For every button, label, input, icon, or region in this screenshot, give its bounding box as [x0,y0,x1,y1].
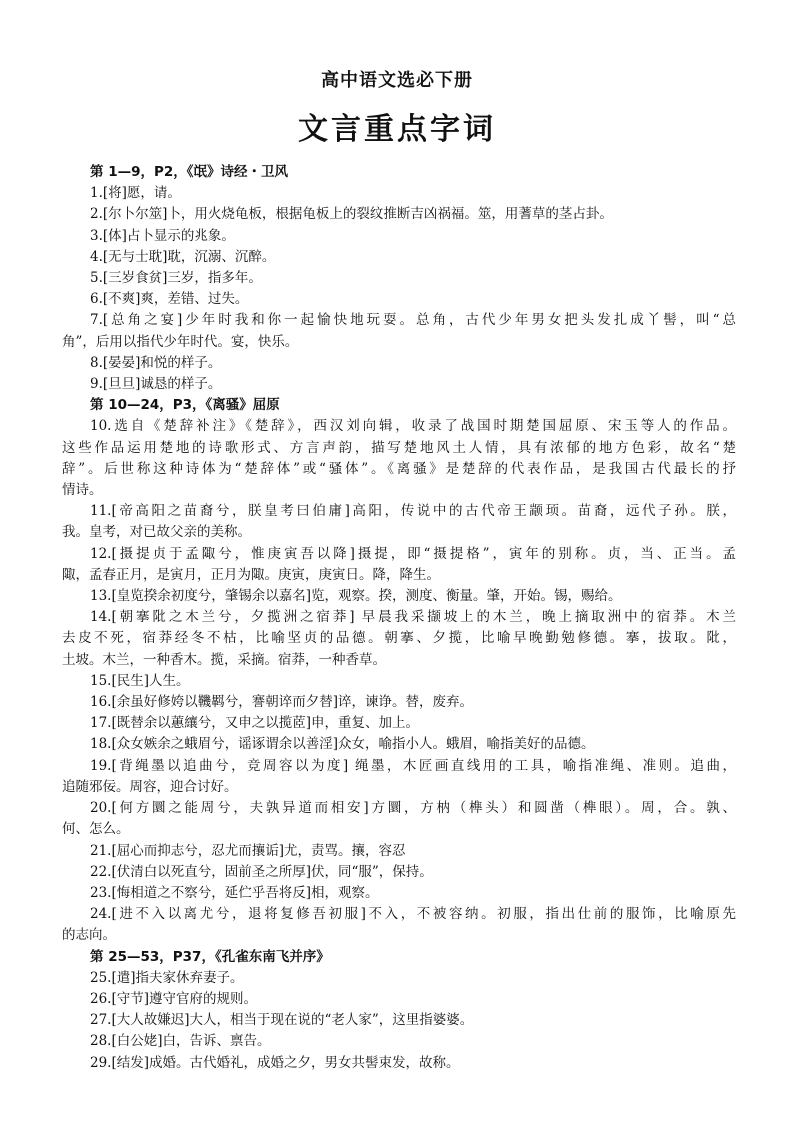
vocab-entry: 13.[皇览揆余初度兮，肇锡余以嘉名]览，观察。揆，测度、衡量。肇，开始。锡，赐给。 [90,588,622,605]
vocab-entry-continuation: 追随邪佞。周容，迎合讨好。 [62,778,238,795]
vocab-entry: 7.[总角之宴]少年时我和你一起愉快地玩耍。总角，古代少年男女把头发扎成丫髻，叫“总 [90,312,736,329]
document-subtitle: 高中语文选必下册 [321,70,473,91]
vocab-entry: 22.[伏清白以死直兮，固前圣之所厚]伏，同“服”，保持。 [90,863,433,880]
vocab-entry: 24.[进不入以离尤兮，退将复修吾初服]不入，不被容纳。初服，指出仕前的服饰，比喻原先 [90,906,736,923]
vocab-entry: 29.[结发]成婚。古代婚礼，成婚之夕，男女共髻束发，故称。 [90,1054,460,1071]
vocab-entry: 6.[不爽]爽，差错、过失。 [90,291,249,308]
document-body [62,162,736,1074]
vocab-entry: 2.[尔卜尔筮]卜，用火烧龟板，根据龟板上的裂纹推断吉凶祸福。筮，用蓍草的茎占卦。 [90,206,613,223]
vocab-entry: 16.[余虽好修姱以鞿羁兮，謇朝谇而夕替]谇，谏诤。替，废弃。 [90,694,474,711]
vocab-entry: 25.[遣]指夫家休弃妻子。 [90,969,244,986]
vocab-entry-continuation: 角”，后用以指代少年时代。宴，快乐。 [62,333,299,350]
vocab-entry: 4.[无与士耽]耽，沉溺、沉醉。 [90,248,276,265]
section-heading: 第 25—53，P37，《孔雀东南飞并序》 [90,948,330,965]
vocab-entry: 15.[民生]人生。 [90,672,190,689]
vocab-entry: 20.[何方圜之能周兮，夫孰异道而相安]方圜，方枘（榫头）和圆凿（榫眼）。周，合。孰、 [90,800,736,817]
vocab-entry: 9.[旦旦]诚恳的样子。 [90,376,222,393]
vocab-entry: 10.选自《楚辞补注》《楚辞》，西汉刘向辑，收录了战国时期楚国屈原、宋玉等人的作品。 [90,418,736,435]
vocab-entry-continuation: 去皮不死，宿莽经冬不枯，比喻坚贞的品德。朝搴、夕揽，比喻早晚勤勉修德。搴，拔取。阰， [62,630,736,647]
section-heading: 第 10—24，P3，《离骚》屈原 [90,397,280,414]
vocab-entry: 17.[既替余以蕙纕兮，又申之以揽茝]申，重复、加上。 [90,715,420,732]
vocab-entry-continuation: 这些作品运用楚地的诗歌形式、方言声韵，描写楚地风土人情，具有浓郁的地方色彩，故名“楚 [62,439,736,456]
vocab-entry-continuation: 陬，孟春正月，是寅月，正月为陬。庚寅，庚寅日。降，降生。 [62,566,440,583]
vocab-entry: 19.[背绳墨以追曲兮，竞周容以为度] 绳墨，木匠画直线用的工具，喻指准绳、准则。追曲， [90,757,736,774]
vocab-entry-continuation: 何、怎么。 [62,821,130,838]
vocab-entry: 11.[帝高阳之苗裔兮，朕皇考曰伯庸]高阳，传说中的古代帝王颛顼。苗裔，远代子孙。朕， [90,503,736,520]
vocab-entry: 12.[摄提贞于孟陬兮，惟庚寅吾以降]摄提，即“摄提格”，寅年的别称。贞，当、正当。孟 [90,545,736,562]
vocab-entry: 18.[众女嫉余之蛾眉兮，谣诼谓余以善淫]众女，喻指小人。蛾眉，喻指美好的品德。 [90,736,595,753]
vocab-entry: 3.[体]占卜显示的兆象。 [90,227,235,244]
vocab-entry: 8.[晏晏]和悦的样子。 [90,354,222,371]
vocab-entry-continuation: 情诗。 [62,482,103,499]
vocab-entry: 1.[将]愿，请。 [90,185,181,202]
vocab-entry: 5.[三岁食贫]三岁，指多年。 [90,270,262,287]
vocab-entry: 21.[屈心而抑志兮，忍尤而攘诟]尤，责骂。攘，容忍 [90,842,406,859]
vocab-entry: 14.[朝搴阰之木兰兮，夕揽洲之宿莽] 早晨我采撷坡上的木兰，晚上摘取洲中的宿莽。木兰 [90,609,736,626]
vocab-entry: 26.[守节]遵守官府的规则。 [90,990,258,1007]
vocab-entry: 28.[白公姥]白，告诉、禀告。 [90,1033,271,1050]
document-title: 文言重点字词 [298,112,496,147]
vocab-entry-continuation: 土坡。木兰，一种香木。揽，采摘。宿莽，一种香草。 [62,651,386,668]
section-heading: 第 1—9，P2，《氓》诗经・卫风 [90,164,289,180]
vocab-entry-continuation: 的志向。 [62,927,116,944]
vocab-entry: 23.[悔相道之不察兮，延伫乎吾将反]相，观察。 [90,884,379,901]
vocab-entry: 27.[大人故嫌迟]大人，相当于现在说的“老人家”，这里指婆婆。 [90,1012,474,1029]
vocab-entry-continuation: 辞”。后世称这种诗体为“楚辞体”或“骚体”。《离骚》是楚辞的代表作品，是我国古代最长的抒 [62,460,736,477]
vocab-entry-continuation: 我。皇考，对已故父亲的美称。 [62,524,251,541]
